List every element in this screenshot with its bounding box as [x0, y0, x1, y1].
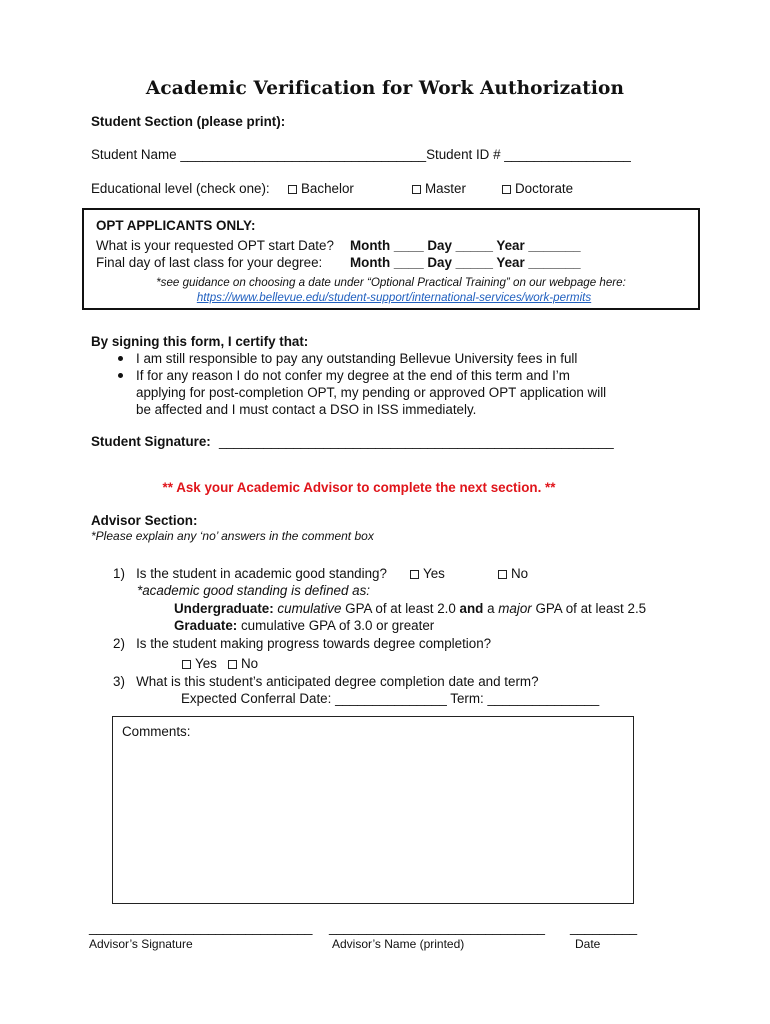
question-good-standing: 1) Is the student in academic good standing? [113, 566, 387, 581]
work-permits-link[interactable]: https://www.bellevue.edu/student-support/international-services/work-permits [196, 291, 592, 304]
question-degree-progress: 2) Is the student making progress towards degree completion? [113, 636, 492, 651]
educational-level-label: Educational level (check one): [91, 181, 270, 196]
q1-yes-option[interactable]: Yes [410, 566, 445, 582]
checkbox-icon[interactable] [498, 570, 507, 579]
advisor-notice: ** Ask your Academic Advisor to complete the next section. ** [162, 480, 556, 495]
checkbox-icon[interactable] [182, 660, 191, 669]
doctorate-option[interactable]: Doctorate [502, 181, 573, 197]
opt-heading: OPT APPLICANTS ONLY: [96, 218, 256, 233]
student-name-id-field[interactable]: Student Name _________________________________Student ID # _________________ [91, 147, 631, 162]
opt-start-label: What is your requested OPT start Date? [96, 238, 334, 253]
page-title: Academic Verification for Work Authorization [145, 78, 625, 99]
checkbox-icon[interactable] [502, 185, 511, 194]
student-section-heading: Student Section (please print): [91, 114, 286, 129]
good-standing-definition: *academic good standing is defined as: [137, 583, 371, 598]
advisor-name-line[interactable]: _____________________________ [329, 920, 545, 935]
certify-bullet-opt-line-1: If for any reason I do not confer my degree at the end of this term and I’m [136, 368, 570, 383]
date-label: Date [575, 937, 601, 951]
last-class-label: Final day of last class for your degree: [96, 255, 323, 270]
certify-bullet-opt-line-2: applying for post-completion OPT, my pending or approved OPT application will [136, 385, 607, 400]
q1-no-option[interactable]: No [498, 566, 528, 582]
certify-bullet-opt-line-3: be affected and I must contact a DSO in ISS immediately. [136, 402, 477, 417]
advisor-note: *Please explain any ‘no’ answers in the comment box [91, 529, 374, 543]
graduate-criteria: Graduate: cumulative GPA of 3.0 or greater [174, 618, 435, 633]
q2-yes-option[interactable]: Yes [182, 656, 217, 672]
bachelor-option[interactable]: Bachelor [288, 181, 354, 197]
q2-no-option[interactable]: No [228, 656, 258, 672]
question-completion-date: 3) What is this student’s anticipated degree completion date and term? [113, 674, 539, 689]
advisor-signature-label: Advisor’s Signature [89, 937, 193, 951]
master-option[interactable]: Master [412, 181, 466, 197]
student-signature-label: Student Signature: [91, 434, 211, 449]
certify-bullet-fees: I am still responsible to pay any outstanding Bellevue University fees in full [136, 351, 578, 366]
advisor-signature-line[interactable]: ______________________________ [89, 920, 313, 935]
expected-conferral-field[interactable]: Expected Conferral Date: _______________ Term: _______________ [181, 691, 600, 706]
bullet-icon [118, 356, 123, 361]
checkbox-icon[interactable] [288, 185, 297, 194]
comments-box[interactable] [112, 716, 634, 904]
bullet-icon [118, 373, 123, 378]
opt-start-date-field[interactable]: Month ____ Day _____ Year _______ [350, 238, 581, 253]
advisor-name-label: Advisor’s Name (printed) [332, 937, 465, 951]
date-line[interactable]: _________ [570, 920, 638, 935]
advisor-section-heading: Advisor Section: [91, 513, 198, 528]
student-signature-field[interactable]: _____________________________________________________ [219, 434, 614, 449]
checkbox-icon[interactable] [410, 570, 419, 579]
opt-guidance-note: *see guidance on choosing a date under “Optional Practical Training” on our webpage here: [156, 276, 626, 289]
undergraduate-criteria: Undergraduate: cumulative GPA of at least 2.0 and a major GPA of at least 2.5 [174, 601, 647, 616]
checkbox-icon[interactable] [228, 660, 237, 669]
certify-heading: By signing this form, I certify that: [91, 334, 309, 349]
comments-label: Comments: [122, 724, 191, 739]
checkbox-icon[interactable] [412, 185, 421, 194]
last-class-date-field[interactable]: Month ____ Day _____ Year _______ [350, 255, 581, 270]
